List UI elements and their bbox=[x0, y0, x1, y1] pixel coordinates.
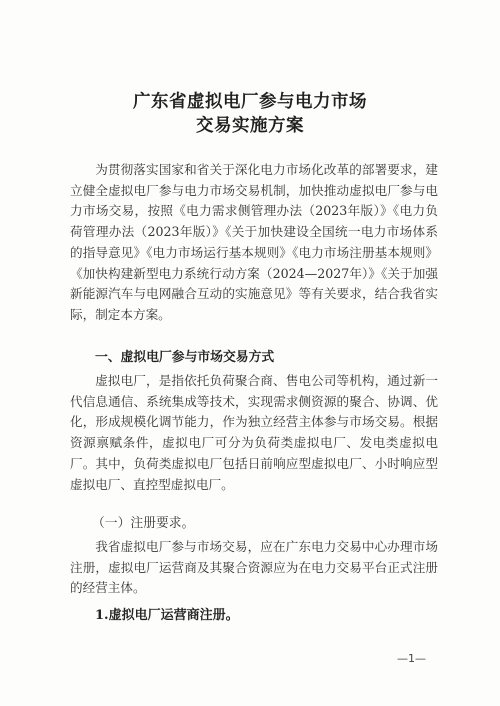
definition-paragraph: 虚拟电厂，是指依托负荷聚合商、售电公司等机构，通过新一代信息通信、系统集成等技术，实现需求侧资源的聚合、协调、优化，形成规模化调节能力，作为独立经营主体参与市场交易。根据资源禀赋条件，虚拟电厂可分为负荷类虚拟电厂、发电类虚拟电厂。其中，负荷类虚拟电厂包括日前响应型虚拟电厂、小时响应型虚拟电厂、直控型虚拟电厂。 bbox=[70, 373, 438, 492]
document-title-line-1: 广东省虚拟电厂参与电力市场 bbox=[133, 92, 367, 112]
document-title-line-2: 交易实施方案 bbox=[196, 116, 304, 136]
intro-paragraph: 为贯彻落实国家和省关于深化电力市场化改革的部署要求，建立健全虚拟电厂参与电力市场交易机制，加快推动虚拟电厂参与电力市场交易，按照《电力需求侧管理办法（2023年版）》《电力负荷管理办法（2023年版）》《关于加快建设全国统一电力市场体系的指导意见》《电力市场运行基本规则》《电力市场注册基本规则》《加快构建新型电力系统行动方案（2024—2027年）》《关于加强新能源汽车与电网融合互动的实施意见》等有关要求，结合我省实际，制定本方案。 bbox=[70, 162, 438, 322]
page-number: —1— bbox=[397, 652, 426, 665]
section-heading: 一、虚拟电厂参与市场交易方式 bbox=[95, 350, 275, 365]
registration-paragraph: 我省虚拟电厂参与市场交易，应在广东电力交易中心办理市场注册，虚拟电厂运营商及其聚合资源应为在电力交易平台正式注册的经营主体。 bbox=[70, 539, 438, 596]
subsubsection-heading: 1.虚拟电厂运营商注册。 bbox=[95, 608, 239, 623]
subsection-heading: （一）注册要求。 bbox=[92, 516, 195, 531]
